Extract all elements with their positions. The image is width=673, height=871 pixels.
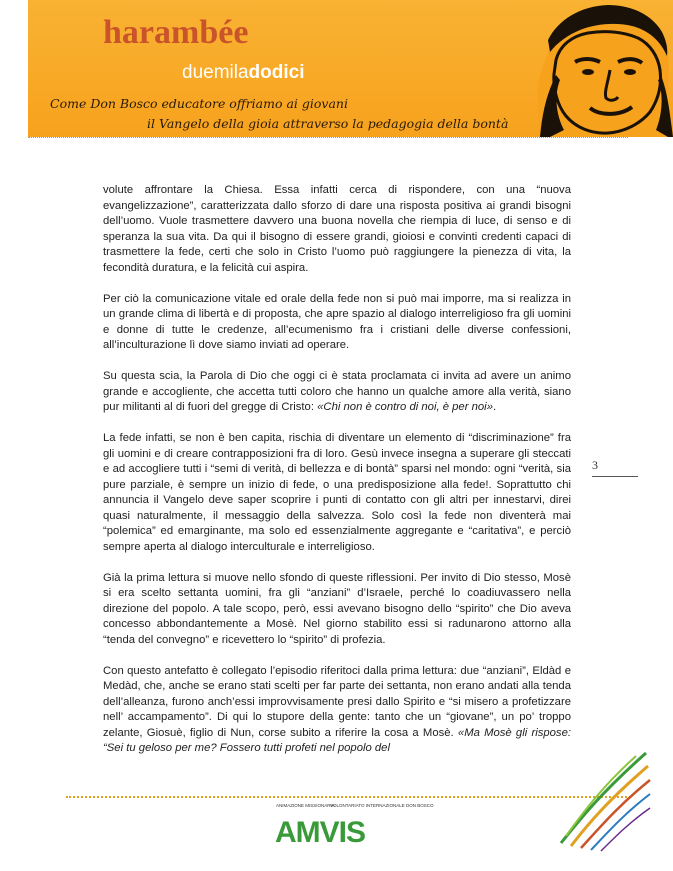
motto-line-1: Come Don Bosco educatore offriamo ai giovani (50, 96, 348, 111)
paragraph-6 (103, 664, 571, 757)
decorative-swoosh-graphic (556, 748, 651, 853)
subtitle-prefix: duemila (182, 62, 249, 83)
magazine-title: harambée (103, 14, 249, 51)
paragraph-4: La fede infatti, se non è ben capita, rischia di diventare un elemento di “discriminazione” fra gli uomini e di creare contrapposizioni fra di loro. Gesù invece insegna a superare gli steccati e ad accogliere tutti i “semi di verità, di bellezza e di bontà” sparsi nel mondo: ogni “verità, sia pure parziale, è sempre un inizio di fede, o una predisposizione alla fede!. Soprattutto chi annuncia il Vangelo deve saper scoprire i punti di contatto con gli altri per innestarvi, direi quasi naturalmente, il messaggio della salvezza. Solo così la fede non diventerà mai “polemica” ed emarginante, ma solo ed essenzialmente aggregante e “caritativa”, e perciò sempre aperta al dialogo interculturale e interreligioso. (103, 432, 571, 553)
paragraph-5: Già la prima lettura si muove nello sfondo di queste riflessioni. Per invito di Dio stesso, Mosè si era scelto settanta uomini, fra gli “anziani” d’Israele, perché lo coadiuvassero nella direzione del popolo. A tale scopo, però, essi avevano bisogno dello “spirito” che Dio aveva concesso abbondantemente a Mosè. Nel giorno stabilito essi si radunarono attorno alla “tenda del convegno” e ricevettero lo “spirito” di profezia. (103, 571, 571, 646)
footer-small-left: ANIMAZIONE MISSIONARIA (276, 803, 335, 808)
portrait-image (520, 0, 673, 137)
amvis-logo: AMVIS (275, 816, 366, 849)
paragraph-3 (103, 369, 571, 416)
paragraph-2: Per ciò la comunicazione vitale ed orale della fede non si può mai imporre, ma si realizza in un grande clima di libertà e di proposta, che apre spazio al dialogo interreligioso fra gli uomini e donne di tutte le credenze, all’ecumenismo fra i cristiani delle diverse confessioni, all’inculturazione lì dove siamo inviati ad operare. (103, 292, 571, 351)
paragraph-6-text: Con questo antefatto è collegato l’episodio riferitoci dalla prima lettura: due “anziani”, Eldàd e Medàd, che, anche se erano stati scelti per far parte dei settanta, non erano andati alla tenda dell’alleanza, furono anch’essi improvvisamente presi dallo Spirito e “si misero a profetizzare nell’ accampamento”. Di qui lo stupore della gente: tanto che un “giovane”, un po’ troppo zelante, Giosuè, figlio di Nun, corse subito a riferire la cosa a Mosè. (103, 664, 571, 739)
subtitle-bold: dodici (248, 62, 305, 83)
paragraph-6-quote: «Ma Mosè gli rispose: “Sei tu geloso per me? Fossero tutti profeti nel popolo del (103, 726, 571, 754)
page-number-rule (592, 476, 638, 477)
page-number: 3 (592, 458, 598, 472)
motto-line-2: il Vangelo della gioia attraverso la pedagogia della bontà (147, 116, 509, 131)
footer-small-right: VOLONTARIATO INTERNAZIONALE DON BOSCO (330, 803, 434, 808)
paragraph-3-text: Su questa scia, la Parola di Dio che oggi ci è stata proclamata ci invita ad avere un animo grande e accogliente, che accetta tutti coloro che hanno un qualche amore alla verità, siano pur militanti al di fuori del gregge di Cristo: (103, 370, 571, 413)
article-body (103, 183, 571, 772)
header-divider (28, 137, 628, 138)
magazine-subtitle (182, 62, 305, 84)
paragraph-3-quote: «Chi non è contro di noi, è per noi» (317, 401, 493, 413)
paragraph-1: volute affrontare la Chiesa. Essa infatti cerca di rispondere, con una “nuova evangelizzazione”, caratterizzata dallo sforzo di dare una risposta positiva ai grandi bisogni dell’uomo. Vuole trasmettere davvero una buona novella che riempia di luce, di senso e di speranza la sua vita. Da qui il bisogno di essere grandi, gioiosi e convinti credenti capaci di trasmettere la fede, certi che solo in Cristo l’uomo può raggiungere la pienezza di vita, la fecondità duratura, e la felicità cui aspira. (103, 184, 571, 274)
paragraph-3-end: . (492, 401, 497, 413)
footer-divider (66, 796, 631, 798)
